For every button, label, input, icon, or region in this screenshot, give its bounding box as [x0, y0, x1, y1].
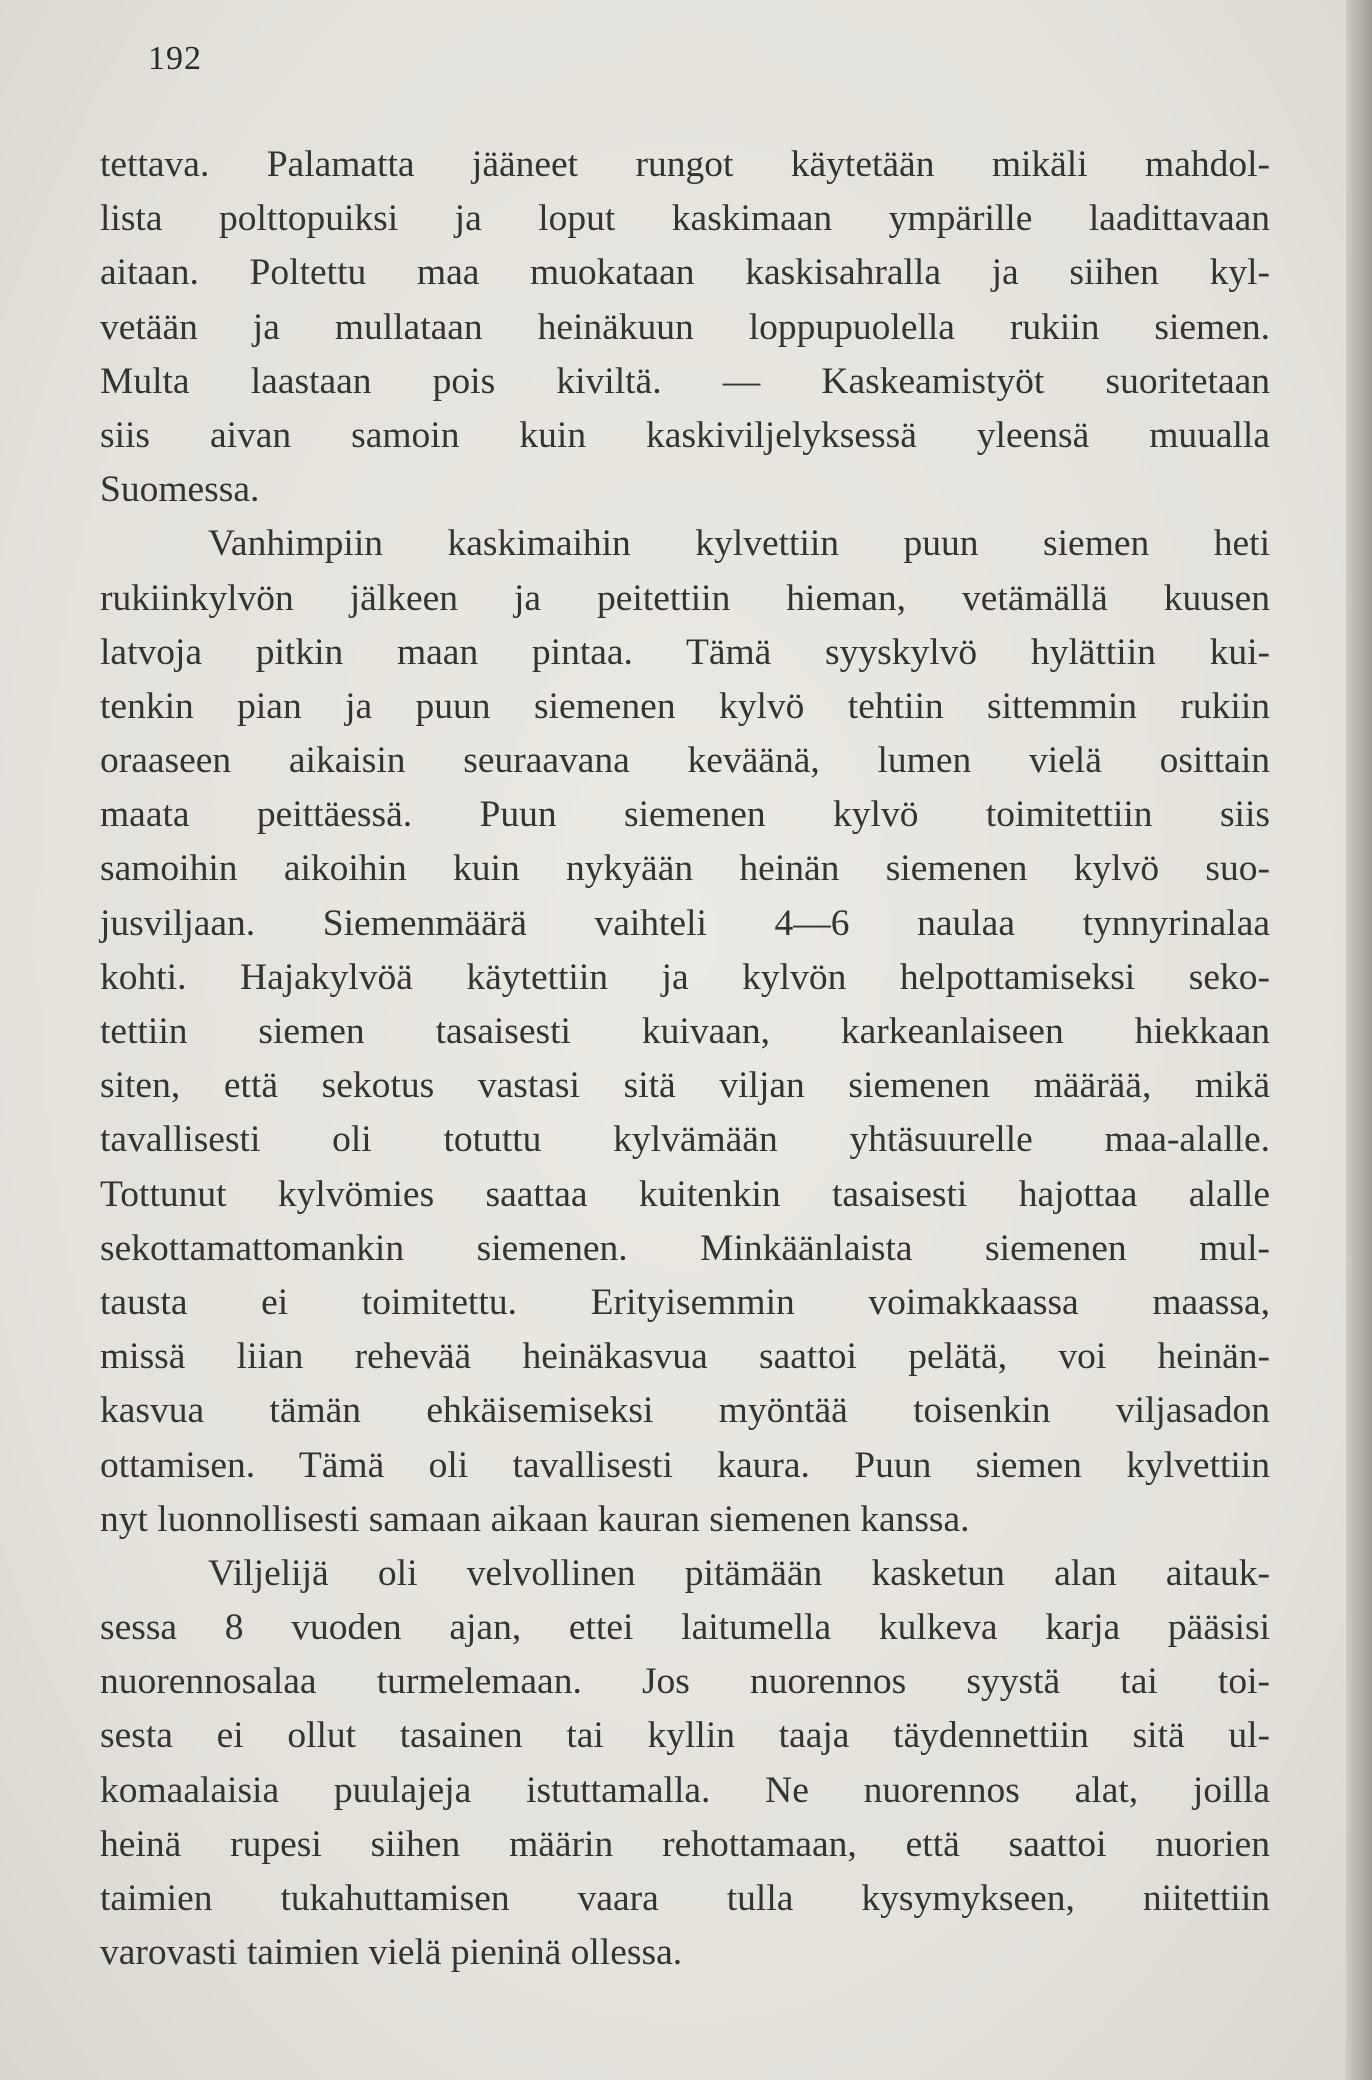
- text-line: kohti. Hajakylvöä käytettiin ja kylvön helpottamiseksi seko-: [100, 956, 1270, 998]
- text-line: ottamisen. Tämä oli tavallisesti kaura. Puun siemen kylvettiin: [100, 1444, 1270, 1486]
- text-line: Vanhimpiin kaskimaihin kylvettiin puun siemen heti: [208, 523, 1270, 565]
- text-line: taimien tukahuttamisen vaara tulla kysymykseen, niitettiin: [100, 1878, 1270, 1919]
- text-line: heinä rupesi siihen määrin rehottamaan, että saattoi nuorien: [100, 1823, 1270, 1865]
- text-line: rukiinkylvön jälkeen ja peitettiin hieman, vetämällä kuusen: [100, 577, 1270, 619]
- text-line: tausta ei toimitettu. Erityisemmin voimakkaassa maassa,: [100, 1281, 1270, 1323]
- text-line: Viljelijä oli velvollinen pitämään kasketun alan aitauk-: [208, 1552, 1270, 1594]
- text-line: jusviljaan. Siemenmäärä vaihteli 4—6 naulaa tynnyrinalaa: [100, 902, 1270, 944]
- page-spine-shadow: [1346, 0, 1372, 2080]
- text-line: aitaan. Poltettu maa muokataan kaskisahralla ja siihen kyl-: [100, 252, 1270, 294]
- text-line: lista polttopuiksi ja loput kaskimaan ympärille laadittavaan: [100, 198, 1270, 240]
- text-line: missä liian rehevää heinäkasvua saattoi pelätä, voi heinän-: [100, 1336, 1270, 1378]
- text-line: samoihin aikoihin kuin nykyään heinän siemenen kylvö suo-: [100, 848, 1270, 890]
- text-line: siis aivan samoin kuin kaskiviljelyksessä yleensä muualla: [100, 414, 1270, 456]
- text-line: nuorennosalaa turmelemaan. Jos nuorennos syystä tai toi-: [100, 1661, 1270, 1703]
- text-line: sekottamattomankin siemenen. Minkäänlaista siemenen mul-: [100, 1227, 1270, 1269]
- text-line: siten, että sekotus vastasi sitä viljan siemenen määrää, mikä: [100, 1065, 1270, 1107]
- text-line: komaalaisia puulajeja istuttamalla. Ne nuorennos alat, joilla: [100, 1769, 1270, 1811]
- text-line: tavallisesti oli totuttu kylvämään yhtäsuurelle maa-alalle.: [100, 1119, 1270, 1161]
- page-number: 192: [148, 40, 202, 77]
- text-line: vetään ja mullataan heinäkuun loppupuolella rukiin siemen.: [100, 306, 1270, 348]
- text-line: sessa 8 vuoden ajan, ettei laitumella kulkeva karja pääsisi: [100, 1607, 1270, 1649]
- body-text: [100, 138, 1270, 1980]
- text-line: latvoja pitkin maan pintaa. Tämä syyskylvö hylättiin kui-: [100, 631, 1270, 673]
- text-line: sesta ei ollut tasainen tai kyllin taaja täydennettiin sitä ul-: [100, 1715, 1270, 1757]
- text-line: varovasti taimien vielä pieninä ollessa.: [100, 1932, 683, 1974]
- text-line: Tottunut kylvömies saattaa kuitenkin tasaisesti hajottaa alalle: [100, 1173, 1270, 1215]
- text-line: tettiin siemen tasaisesti kuivaan, karkeanlaiseen hiekkaan: [100, 1011, 1270, 1052]
- text-line: Suomessa.: [100, 469, 260, 511]
- text-line: maata peittäessä. Puun siemenen kylvö toimitettiin siis: [100, 794, 1270, 836]
- text-line: tettava. Palamatta jääneet rungot käytetään mikäli mahdol-: [100, 144, 1270, 185]
- text-line: kasvua tämän ehkäisemiseksi myöntää toisenkin viljasadon: [100, 1390, 1270, 1432]
- text-line: tenkin pian ja puun siemenen kylvö tehtiin sittemmin rukiin: [100, 685, 1270, 727]
- text-line: nyt luonnollisesti samaan aikaan kauran siemenen kanssa.: [100, 1498, 970, 1540]
- text-line: Multa laastaan pois kiviltä. — Kaskeamistyöt suoritetaan: [100, 360, 1270, 402]
- text-line: oraaseen aikaisin seuraavana keväänä, lumen vielä osittain: [100, 740, 1270, 782]
